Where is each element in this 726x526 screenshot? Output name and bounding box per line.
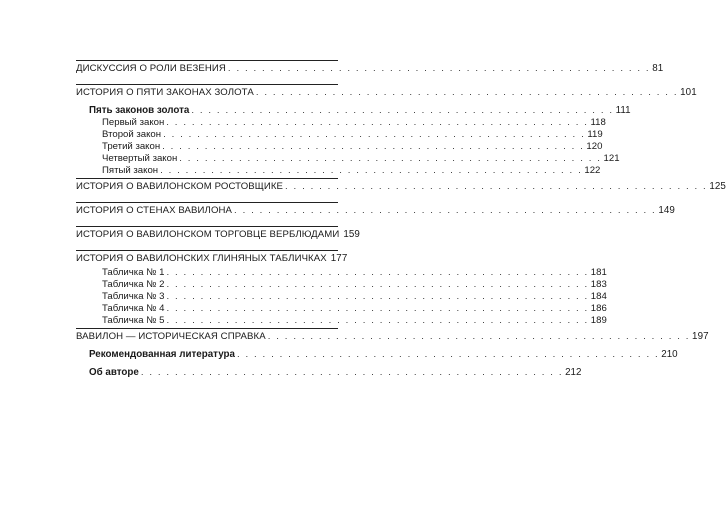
- section-divider: [76, 60, 338, 61]
- dot-leader: . . . . . . . . . . . . . . . . . . . . . . . . . . . . . . . . . . . . . . . . . . . . . . . . . .: [166, 279, 589, 290]
- dot-leader: . . . . . . . . . . . . . . . . . . . . . . . . . . . . . . . . . . . . . . . . . . . . . . . . . .: [140, 367, 564, 378]
- toc-entry-page: 181: [590, 267, 607, 278]
- dot-leader: . . . . . . . . . . . . . . . . . . . . . . . . . . . . . . . . . . . . . . . . . . . . . . . . . .: [162, 141, 585, 152]
- section-divider: [76, 328, 338, 329]
- toc-entry-page: 119: [587, 129, 603, 140]
- toc-entry-page: 186: [590, 303, 607, 314]
- toc-entry-title: ИСТОРИЯ О ВАВИЛОНСКИХ ГЛИНЯНЫХ ТАБЛИЧКАХ: [76, 253, 327, 264]
- dot-leader: . . . . . . . . . . . . . . . . . . . . . . . . . . . . . . . . . . . . . . . . . . . . . . . . . .: [160, 165, 583, 176]
- toc-entry-title: Пятый закон: [102, 165, 159, 176]
- dot-leader: . . . . . . . . . . . . . . . . . . . . . . . . . . . . . . . . . . . . . . . . . . . . . . . . . .: [163, 129, 586, 140]
- toc-entry-tablet-5[interactable]: [102, 314, 607, 328]
- toc-entry-title: Третий закон: [102, 141, 161, 152]
- toc-entry-page: 125: [709, 181, 726, 192]
- toc-entry-title: ИСТОРИЯ О СТЕНАХ ВАВИЛОНА: [76, 205, 233, 216]
- toc-entry-page: 159: [343, 229, 360, 240]
- dot-leader: . . . . . . . . . . . . . . . . . . . . . . . . . . . . . . . . . . . . . . . . . . . . . . . . . .: [191, 105, 614, 116]
- toc-entry-page: 177: [330, 253, 348, 264]
- toc-entry-recommended-reading[interactable]: [89, 348, 678, 362]
- toc-entry-title: Первый закон: [102, 117, 165, 128]
- section-divider: [76, 226, 338, 227]
- toc-entry-page: 210: [661, 349, 678, 360]
- toc-entry-title: Табличка № 5: [102, 315, 165, 326]
- toc-entry-page: 189: [590, 315, 607, 326]
- dot-leader: . . . . . . . . . . . . . . . . . . . . . . . . . . . . . . . . . . . . . . . . . . . . . . . . . .: [166, 267, 589, 278]
- toc-entry-title: ИСТОРИЯ О ВАВИЛОНСКОМ ТОРГОВЦЕ ВЕРБЛЮДАМИ: [76, 229, 340, 240]
- toc-entry-title: ДИСКУССИЯ О РОЛИ ВЕЗЕНИЯ: [76, 63, 226, 74]
- dot-leader: . . . . . . . . . . . . . . . . . . . . . . . . . . . . . . . . . . . . . . . . . . . . . . . . . .: [166, 291, 589, 302]
- toc-entry-walls[interactable]: [76, 204, 675, 218]
- toc-entry-page: 118: [590, 117, 606, 128]
- toc-entry-title: Табличка № 1: [102, 267, 165, 278]
- toc-entry-title: Пять законов золота: [89, 105, 190, 116]
- toc-entry-title: ИСТОРИЯ О ПЯТИ ЗАКОНАХ ЗОЛОТА: [76, 87, 254, 98]
- toc-entry-page: 149: [658, 205, 675, 216]
- dot-leader: . . . . . . . . . . . . . . . . . . . . . . . . . . . . . . . . . . . . . . . . . . . . . . . . . .: [236, 349, 660, 360]
- toc-entry-page: 212: [565, 367, 582, 378]
- toc-entry-history-note[interactable]: [76, 330, 709, 344]
- dot-leader: . . . . . . . . . . . . . . . . . . . . . . . . . . . . . . . . . . . . . . . . . . . . . . . . . .: [166, 315, 589, 326]
- toc-entry-page: 101: [680, 87, 697, 98]
- toc-entry-camel-trader[interactable]: [76, 228, 360, 242]
- dot-leader: . . . . . . . . . . . . . . . . . . . . . . . . . . . . . . . . . . . . . . . . . . . . . . . . . .: [227, 63, 651, 74]
- section-divider: [76, 178, 338, 179]
- toc-entry-title: Табличка № 3: [102, 291, 165, 302]
- dot-leader: . . . . . . . . . . . . . . . . . . . . . . . . . . . . . . . . . . . . . . . . . . . . . . . . . .: [166, 303, 589, 314]
- toc-entry-title: Четвертый закон: [102, 153, 178, 164]
- toc-entry-luck-discussion[interactable]: [76, 62, 664, 76]
- toc-entry-page: 120: [586, 141, 603, 152]
- toc-entry-title: Табличка № 2: [102, 279, 165, 290]
- toc-entry-law-5[interactable]: [102, 164, 601, 178]
- toc-entry-title: Рекомендованная литература: [89, 349, 235, 360]
- toc-entry-page: 122: [584, 165, 601, 176]
- toc-entry-page: 184: [590, 291, 607, 302]
- toc-entry-title: Об авторе: [89, 367, 139, 378]
- toc-entry-title: ВАВИЛОН — ИСТОРИЧЕСКАЯ СПРАВКА: [76, 331, 266, 342]
- section-divider: [76, 202, 338, 203]
- dot-leader: . . . . . . . . . . . . . . . . . . . . . . . . . . . . . . . . . . . . . . . . . . . . . . . . . .: [267, 331, 691, 342]
- toc-entry-page: 183: [590, 279, 607, 290]
- section-divider: [76, 84, 338, 85]
- toc-entry-about-author[interactable]: [89, 366, 582, 380]
- section-divider: [76, 250, 338, 251]
- toc-entry-clay-tablets[interactable]: [76, 252, 348, 266]
- toc-entry-page: 81: [652, 63, 664, 74]
- dot-leader: . . . . . . . . . . . . . . . . . . . . . . . . . . . . . . . . . . . . . . . . . . . . . . . . . .: [255, 87, 679, 98]
- toc-entry-page: 121: [603, 153, 620, 164]
- toc-entry-title: Табличка № 4: [102, 303, 165, 314]
- toc-entry-title: ИСТОРИЯ О ВАВИЛОНСКОМ РОСТОВЩИКЕ: [76, 181, 284, 192]
- toc-entry-five-laws-story[interactable]: [76, 86, 697, 100]
- dot-leader: . . . . . . . . . . . . . . . . . . . . . . . . . . . . . . . . . . . . . . . . . . . . . . . . . .: [285, 181, 708, 192]
- toc-entry-page: 111: [615, 105, 631, 116]
- toc-entry-page: 197: [692, 331, 709, 342]
- dot-leader: . . . . . . . . . . . . . . . . . . . . . . . . . . . . . . . . . . . . . . . . . . . . . . . . . .: [166, 117, 589, 128]
- toc-entry-moneylender[interactable]: [76, 180, 726, 194]
- dot-leader: . . . . . . . . . . . . . . . . . . . . . . . . . . . . . . . . . . . . . . . . . . . . . . . . . .: [179, 153, 602, 164]
- toc-entry-title: Второй закон: [102, 129, 162, 140]
- dot-leader: . . . . . . . . . . . . . . . . . . . . . . . . . . . . . . . . . . . . . . . . . . . . . . . . . .: [234, 205, 657, 216]
